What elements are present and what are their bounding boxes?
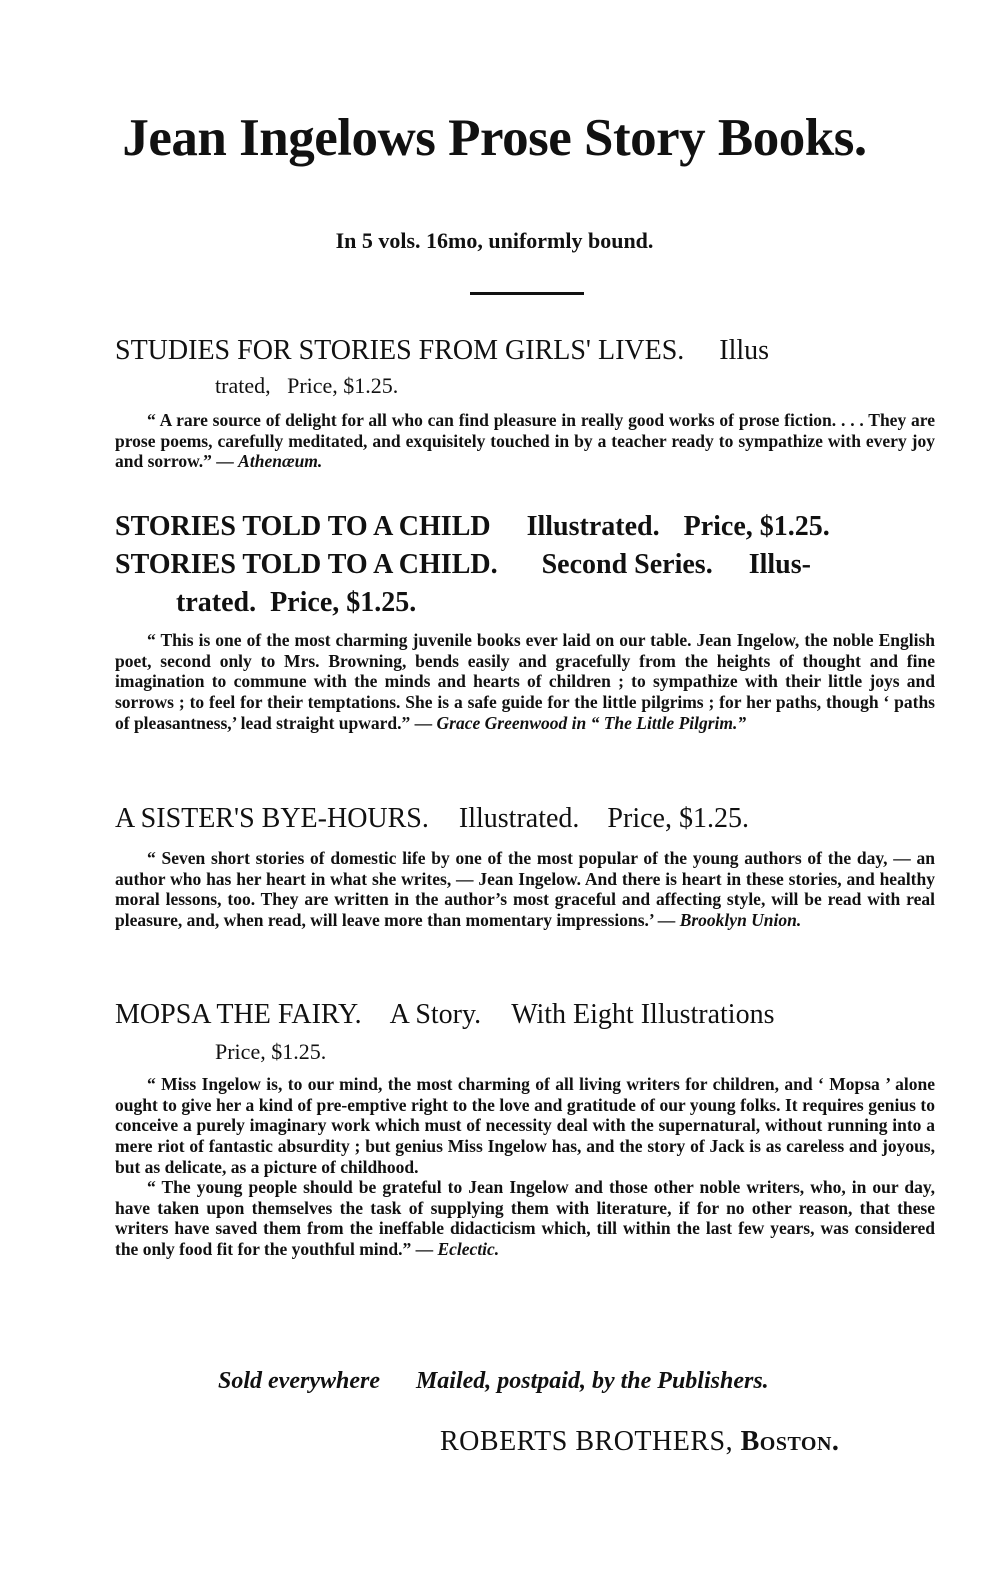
publisher-city: Boston. xyxy=(740,1426,840,1457)
book-title: MOPSA THE FAIRY. xyxy=(115,999,362,1030)
price: Price, $1.25. xyxy=(270,587,417,618)
review-quote: “ Miss Ingelow is, to our mind, the most charming of all living writers for children, and ‘ Mopsa ’ alone ought to give her a kind of pre-emptive right to the love and gratitude of our young folks. It requires genius to conceive a purely imaginary work which must of necessity deal with the supernatural, without running into a mere riot of fantastic absurdity ; but genius Miss Ingelow has, and the story of Jack is as careless and joyous, but as delicate, as a picture of childhood. “ The young people should be grateful to Jean Ingelow and those other noble writers, who, in our day, have taken upon themselves the task of supplying them with literature, if for no other reason, that these writers have saved them from the ineffable didacticism which, till within the last few years, was considered the only food fit for the youthful mind.” — Eclectic. xyxy=(115,1074,935,1260)
book-heading-studies xyxy=(115,336,935,367)
review-source: Eclectic. xyxy=(437,1239,500,1260)
book-heading-sister xyxy=(115,804,935,835)
sales-note: Sold everywhere Mailed, postpaid, by the Publishers. xyxy=(218,1368,769,1394)
illustrated-label: Illustrated. xyxy=(526,511,660,542)
review-source: Athenæum. xyxy=(238,451,323,472)
book-heading-mopsa xyxy=(115,1000,935,1031)
price: Price, $1.25. xyxy=(215,1039,327,1064)
review-quote: “ A rare source of delight for all who can find pleasure in really good works of prose fiction. . . . They are prose poems, carefully meditated, and exquisitely touched in by a teacher ready to sympathize with every joy and sorrow.” — Athenæum. xyxy=(115,410,935,472)
illustrations-label: With Eight Illustrations xyxy=(511,999,775,1030)
book-heading-continuation: trated. Price, $1.25. xyxy=(176,587,417,618)
book-title: STORIES TOLD TO A CHILD. xyxy=(115,549,498,580)
illustrated-label: Illus- xyxy=(748,549,811,580)
book-heading-stories xyxy=(115,512,935,543)
price: Price, $1.25. xyxy=(287,373,399,398)
price: Price, $1.25. xyxy=(607,803,749,834)
book-title: STUDIES FOR STORIES FROM GIRLS' LIVES. xyxy=(115,335,685,366)
book-title: A SISTER'S BYE-HOURS. xyxy=(115,803,429,834)
publisher: ROBERTS BROTHERS, Boston. xyxy=(440,1426,840,1457)
book-heading-continuation: trated, Price, $1.25. xyxy=(215,373,399,398)
book-title: STORIES TOLD TO A CHILD xyxy=(115,511,491,542)
illustrated-label: Illus xyxy=(719,335,770,366)
kind-label: A Story. xyxy=(389,999,482,1030)
review-source: — Brooklyn Union. xyxy=(657,909,802,930)
review-quote: “ Seven short stories of domestic life by one of the most popular of the young authors of the day, — an author who has her heart in what she writes, — Jean Ingelow. And there is heart in these stories, and healthy moral lessons, too. They are written in the author’s most graceful and affecting style, will be read with real pleasure, and, when read, will leave more than momentary impressions.’ — Brooklyn Union. xyxy=(115,848,935,930)
book-heading-stories-second xyxy=(115,550,935,581)
series-label: Second Series. xyxy=(541,549,713,580)
subtitle: In 5 vols. 16mo, uniformly bound. xyxy=(335,228,654,253)
illustrated-label: Illustrated. xyxy=(458,803,580,834)
review-source: Grace Greenwood in “ The Little Pilgrim.” xyxy=(436,712,747,733)
page-title: Jean Ingelows Prose Story Books. xyxy=(122,109,867,167)
review-quote: “ This is one of the most charming juvenile books ever laid on our table. Jean Ingelow, the noble English poet, second only to Mrs. Browning, bends easily and gracefully from the heights of thought and fine imagination to commune with the minds and hearts of children ; to sympathize with their little joys and sorrows ; to feel for their temptations. She is a safe guide for the little pilgrims ; for her paths, though ‘ paths of pleasantness,’ lead straight upward.” — Grace Greenwood in “ The Little Pilgrim.” xyxy=(115,630,935,733)
divider xyxy=(470,292,584,295)
price: Price, $1.25. xyxy=(683,511,830,542)
